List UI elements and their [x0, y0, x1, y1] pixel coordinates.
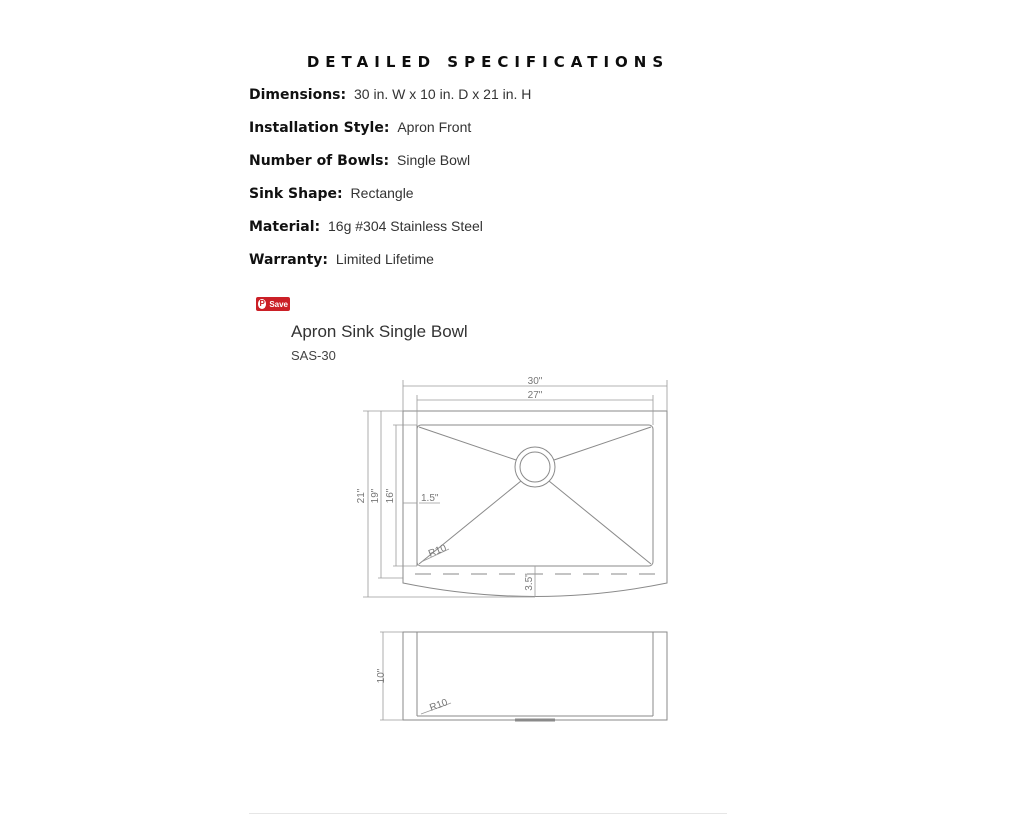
divider — [249, 813, 727, 814]
product-code: SAS-30 — [291, 348, 336, 363]
spec-label: Installation Style: — [249, 120, 390, 136]
spec-label: Material: — [249, 219, 321, 235]
dim-apron: 3.5" — [524, 573, 535, 591]
drain-inner — [520, 452, 550, 482]
dim-radius-top: R10 — [427, 542, 449, 560]
dim-width-inner: 27" — [527, 390, 543, 401]
product-title: Apron Sink Single Bowl — [291, 322, 468, 341]
pinterest-icon: P — [259, 299, 265, 308]
dim-offset: 1.5" — [421, 493, 439, 504]
spec-value: Limited Lifetime — [335, 251, 434, 267]
spec-label: Warranty: — [249, 252, 329, 268]
dim-radius-side: R10 — [428, 697, 450, 714]
dim-width-outer: 30" — [527, 376, 543, 387]
dim-height-16: 16" — [385, 488, 396, 504]
bowl-outline — [417, 425, 653, 566]
spec-value: Rectangle — [350, 185, 414, 201]
dim-depth: 10" — [376, 668, 387, 684]
page-title: DETAILED SPECIFICATIONS — [306, 53, 670, 71]
spec-value: 30 in. W x 10 in. D x 21 in. H — [354, 86, 532, 102]
dim-height-total: 21" — [356, 488, 367, 504]
spec-label: Dimensions: — [249, 87, 347, 103]
spec-value: Apron Front — [397, 119, 472, 135]
spec-label: Sink Shape: — [249, 186, 343, 202]
spec-label: Number of Bowls: — [249, 153, 390, 169]
spec-value: 16g #304 Stainless Steel — [328, 218, 483, 234]
spec-value: Single Bowl — [397, 152, 471, 168]
dim-height-19: 19" — [370, 488, 381, 504]
save-button-label: Save — [269, 299, 288, 309]
